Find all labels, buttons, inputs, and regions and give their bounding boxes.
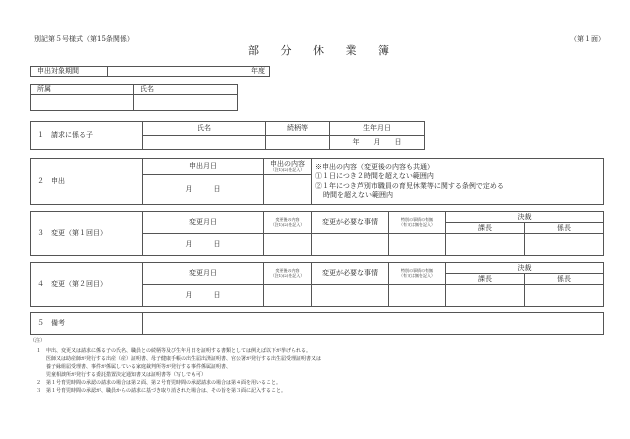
section4-table bbox=[30, 262, 604, 307]
change2-date-input[interactable] bbox=[143, 285, 264, 307]
change1-date-input[interactable] bbox=[143, 234, 264, 256]
change1-reason-input[interactable] bbox=[312, 234, 389, 256]
change1-event-header bbox=[389, 212, 446, 234]
section2-table bbox=[30, 158, 604, 205]
name-input[interactable] bbox=[134, 95, 238, 111]
child-relation-input[interactable] bbox=[266, 136, 330, 150]
change1-event-label: 特別の事情の有無 bbox=[401, 217, 433, 223]
notes-heading: （注） bbox=[30, 338, 46, 344]
period-table bbox=[30, 66, 270, 77]
child-relation-header: 続柄等 bbox=[266, 122, 330, 136]
name-label: 氏名 bbox=[134, 85, 238, 95]
request-content-input[interactable] bbox=[264, 175, 312, 205]
change2-event-label: 特別の事情の有無 bbox=[401, 268, 433, 274]
request-content-small: （注1)(2)を記入） bbox=[270, 166, 305, 172]
request-note-line1: ※申出の内容（変更後の内容も共通） bbox=[315, 162, 434, 171]
change1-decision-header: 決裁 bbox=[446, 212, 604, 223]
change1-content-header bbox=[264, 212, 312, 234]
section5-table bbox=[30, 312, 604, 335]
change1-event-small: （有又は無を記入） bbox=[399, 221, 435, 227]
change1-content-label: 変更後の内容 bbox=[275, 217, 300, 223]
change2-content-header bbox=[264, 263, 312, 285]
change1-date-header: 変更月日 bbox=[143, 212, 264, 234]
request-content-label: 申出の内容 bbox=[270, 159, 305, 168]
request-date-input[interactable] bbox=[143, 175, 264, 205]
change2-event-header bbox=[389, 263, 446, 285]
change2-staff-stamp[interactable] bbox=[525, 285, 604, 307]
change2-content-label: 変更後の内容 bbox=[275, 268, 300, 274]
form-label: 別記第５号様式（第15条関係） bbox=[34, 35, 134, 43]
change2-date-header: 変更月日 bbox=[143, 263, 264, 285]
note-3: ３ 第１号育児時間の承認が、職員からの請求に基づき取り消された場合は、その旨を第３面に記入すること。 bbox=[36, 388, 287, 394]
child-birth-input[interactable] bbox=[330, 136, 425, 150]
section3-label: ３ 変更（第１回目） bbox=[31, 212, 143, 256]
note-1a: １ 申出、変更又は請求に係る子の氏名、職員との続柄等及び生年月日を証明する書類としては例えば以下が挙げられる。 bbox=[36, 348, 312, 354]
section4-label: ４ 変更（第２回目） bbox=[31, 263, 143, 307]
change2-reason-input[interactable] bbox=[312, 285, 389, 307]
change1-content-small: （注1)(2)を記入） bbox=[270, 221, 305, 227]
request-date-header: 申出月日 bbox=[143, 159, 264, 175]
section2-label: ２ 申出 bbox=[31, 159, 143, 205]
change2-chief-stamp[interactable] bbox=[446, 285, 525, 307]
request-note-line4: 時間を超えない範囲内 bbox=[323, 190, 393, 199]
period-input[interactable] bbox=[108, 67, 270, 77]
change1-chief-header: 課長 bbox=[446, 223, 525, 234]
request-note bbox=[312, 159, 604, 205]
affiliation-table bbox=[30, 84, 238, 111]
remarks-input[interactable] bbox=[143, 313, 604, 335]
change1-content-input[interactable] bbox=[264, 234, 312, 256]
dept-label: 所属 bbox=[31, 85, 134, 95]
section5-label: ５ 備考 bbox=[31, 313, 143, 335]
request-content-header bbox=[264, 159, 312, 175]
period-suffix: 年度 bbox=[251, 67, 265, 75]
section1-label: １ 請求に係る子 bbox=[31, 122, 143, 150]
request-note-line2: ①１日につき２時間を超えない範囲内 bbox=[315, 172, 434, 181]
change2-content-input[interactable] bbox=[264, 285, 312, 307]
note-2: ２ 第１号育児時間の承認の請求の場合は第２面、第２号育児時間の承認請求の場合は第４面を用いること。 bbox=[36, 380, 282, 386]
page-title: 部 分 休 業 簿 bbox=[248, 44, 398, 57]
child-birth-value: 年 月 日 bbox=[352, 138, 402, 146]
child-name-header: 氏名 bbox=[143, 122, 266, 136]
change2-staff-header: 係長 bbox=[525, 274, 604, 285]
note-1d: 児童相談所が発行する委託措置決定通知書又は証明書等（写しでも可） bbox=[46, 372, 207, 378]
note-1c: 養子縁組届受理書、事件が係属している家庭裁判所等が発行する事件係属証明書、 bbox=[46, 364, 232, 370]
change2-chief-header: 課長 bbox=[446, 274, 525, 285]
change1-chief-stamp[interactable] bbox=[446, 234, 525, 256]
change1-reason-header: 変更が必要な事情 bbox=[312, 212, 389, 234]
section1-table bbox=[30, 121, 604, 150]
change1-staff-stamp[interactable] bbox=[525, 234, 604, 256]
change2-event-small: （有又は無を記入） bbox=[399, 272, 435, 278]
change2-date-value: 月 日 bbox=[185, 291, 221, 299]
request-note-line3: ②１年につき芦別市職員の育児休業等に関する条例で定める bbox=[315, 181, 504, 190]
dept-input[interactable] bbox=[31, 95, 134, 111]
change1-event-input[interactable] bbox=[389, 234, 446, 256]
note-1b: 医師又は助産師が発行する出産（産）証明書、母子健康手帳の出生届出済証明書、官公署が発行する出生届受理証明書又は bbox=[46, 356, 322, 362]
change1-date-value: 月 日 bbox=[185, 240, 221, 248]
change1-staff-header: 係長 bbox=[525, 223, 604, 234]
change2-reason-header: 変更が必要な事情 bbox=[312, 263, 389, 285]
child-birth-header: 生年月日 bbox=[330, 122, 425, 136]
section3-table bbox=[30, 211, 604, 256]
request-date-value: 月 日 bbox=[185, 185, 221, 193]
change2-content-small: （注1)(2)を記入） bbox=[270, 272, 305, 278]
child-name-input[interactable] bbox=[143, 136, 266, 150]
period-label: 申出対象期間 bbox=[31, 67, 108, 77]
change2-event-input[interactable] bbox=[389, 285, 446, 307]
page-label: （第１面） bbox=[570, 35, 605, 43]
change2-decision-header: 決裁 bbox=[446, 263, 604, 274]
